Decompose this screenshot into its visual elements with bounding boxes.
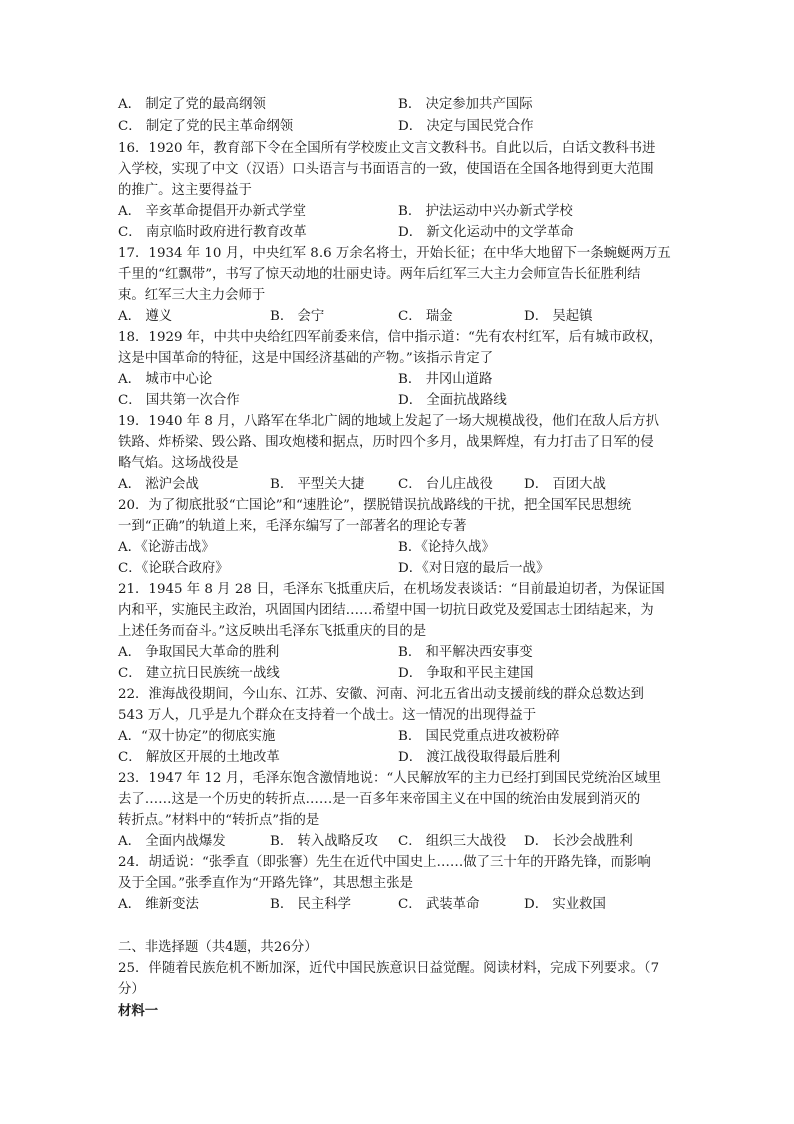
q23-option-c: C． 组织三大战役	[398, 834, 507, 849]
q23-stem-line-3: 转折点。”材料中的“转折点”指的是	[118, 813, 320, 828]
q20-option-c: C．《论联合政府》	[118, 561, 229, 576]
q25-stem-line-2: 分）	[118, 982, 145, 997]
q22-option-b: B． 国民党重点进攻被粉碎	[398, 729, 560, 744]
q19-stem-line-1: 19．1940 年 8 月，八路军在华北广阔的地域上发起了一场大规模战役，他们在敌人后方扒	[118, 414, 660, 429]
q18-stem-line-1: 18．1929 年，中共中央给红四军前委来信，信中指示道：“先有农村红军，后有城市政权，	[118, 330, 663, 345]
q17-option-b: B． 会宁	[270, 309, 325, 324]
q20-stem-line-1: 20．为了彻底批驳“亡国论”和“速胜论”，摆脱错误抗战路线的干扰，把全国军民思想统	[118, 498, 632, 513]
q19-option-c: C． 台儿庄战役	[398, 477, 493, 492]
section-2-heading: 二、非选择题（共4题，共26分）	[118, 940, 318, 955]
q22-option-c: C． 解放区开展的土地改革	[118, 750, 280, 765]
q21-option-a: A． 争取国民大革命的胜利	[118, 645, 280, 660]
q21-stem-line-1: 21．1945 年 8 月 28 日，毛泽东飞抵重庆后，在机场发表谈话：“目前最迫切者，为保证国	[118, 582, 665, 597]
q22-option-a: A．“双十协定”的彻底实施	[118, 729, 276, 744]
q24-option-a: A． 维新变法	[118, 897, 199, 912]
q24-stem-line-2: 及于全国。”张季直作为“开路先锋”，其思想主张是	[118, 876, 414, 891]
q17-stem-line-1: 17．1934 年 10 月，中央红军 8.6 万余名将士，开始长征；在中华大地留下一条蜿蜒两万五	[118, 246, 671, 261]
q16-option-c: C． 南京临时政府进行教育改革	[118, 225, 307, 240]
q18-stem-line-2: 这是中国革命的特征，这是中国经济基础的产物。”该指示肯定了	[118, 351, 494, 366]
q17-stem-line-3: 束。红军三大主力会师于	[118, 288, 266, 303]
q21-stem-line-2: 内和平，实施民主政治，巩固国内团结……希望中国一切抗日政党及爱国志士团结起来，为	[118, 603, 654, 618]
q19-option-a: A． 淞沪会战	[118, 477, 199, 492]
q22-stem-line-2: 543 万人，几乎是九个群众在支持着一个战士。这一情况的出现得益于	[118, 708, 537, 723]
q20-option-b: B．《论持久战》	[398, 540, 495, 555]
q16-option-b: B． 护法运动中兴办新式学校	[398, 204, 573, 219]
q17-stem-line-2: 千里的“红飘带”，书写了惊天动地的壮丽史诗。两年后红军三大主力会师宣告长征胜利结	[118, 267, 641, 282]
q18-option-a: A． 城市中心论	[118, 372, 213, 387]
q15-option-d: D． 决定与国民党合作	[398, 119, 534, 134]
q16-stem-line-2: 入学校，实现了中文（汉语）口头语言与书面语言的一致，使国语在全国各地得到更大范围	[118, 162, 654, 177]
q21-stem-line-3: 上述任务而奋斗。”这反映出毛泽东飞抵重庆的目的是	[118, 624, 427, 639]
q17-option-a: A． 遵义	[118, 309, 173, 324]
q22-stem-line-1: 22．淮海战役期间，今山东、江苏、安徽、河南、河北五省出动支援前线的群众总数达到	[118, 687, 644, 702]
q17-option-d: D． 吴起镇	[524, 309, 593, 324]
q23-option-d: D． 长沙会战胜利	[524, 834, 633, 849]
q15-option-c: C． 制定了党的民主革命纲领	[118, 119, 294, 134]
q25-stem-line-1: 25．伴随着民族危机不断加深，近代中国民族意识日益觉醒。阅读材料，完成下列要求。（7	[118, 961, 660, 976]
q19-stem-line-3: 略气焰。这场战役是	[118, 456, 239, 471]
q21-option-d: D． 争取和平民主建国	[398, 666, 534, 681]
q24-option-d: D． 实业救国	[524, 897, 606, 912]
q20-stem-line-2: 一到“正确”的轨道上来，毛泽东编写了一部著名的理论专著	[118, 519, 467, 534]
q16-option-d: D． 新文化运动中的文学革命	[398, 225, 574, 240]
q20-option-a: A．《论游击战》	[118, 540, 215, 555]
q23-stem-line-1: 23．1947 年 12 月，毛泽东饱含激情地说：“人民解放军的主力已经打到国民党统治区域里	[118, 771, 662, 786]
q15-option-a: A． 制定了党的最高纲领	[118, 97, 266, 112]
q23-stem-line-2: 去了……这是一个历史的转折点……是一百多年来帝国主义在中国的统治由发展到消灭的	[118, 792, 641, 807]
q19-stem-line-2: 铁路、炸桥梁、毁公路、围攻炮楼和据点，历时四个多月，战果辉煌，有力打击了日军的侵	[118, 435, 654, 450]
material-1-label: 材料一	[118, 1003, 159, 1019]
q21-option-b: B． 和平解决西安事变	[398, 645, 533, 660]
q18-option-b: B． 井冈山道路	[398, 372, 493, 387]
q23-option-b: B． 转入战略反攻	[270, 834, 378, 849]
q16-option-a: A． 辛亥革命提倡开办新式学堂	[118, 204, 307, 219]
q16-stem-line-1: 16．1920 年，教育部下令在全国所有学校废止文言文教科书。自此以后，白话文教科书进	[118, 141, 656, 156]
q16-stem-line-3: 的推广。这主要得益于	[118, 183, 252, 198]
q18-option-d: D． 全面抗战路线	[398, 393, 507, 408]
q17-option-c: C． 瑞金	[398, 309, 453, 324]
q22-option-d: D． 渡江战役取得最后胜利	[398, 750, 561, 765]
q23-option-a: A． 全面内战爆发	[118, 834, 226, 849]
q19-option-d: D． 百团大战	[524, 477, 606, 492]
q24-option-c: C． 武装革命	[398, 897, 480, 912]
q19-option-b: B． 平型关大捷	[270, 477, 365, 492]
q24-option-b: B． 民主科学	[270, 897, 352, 912]
q15-option-b: B． 决定参加共产国际	[398, 97, 533, 112]
q24-stem-line-1: 24．胡适说：“张季直（即张謇）先生在近代中国史上……做了三十年的开路先锋，而影响	[118, 855, 651, 870]
q21-option-c: C． 建立抗日民族统一战线	[118, 666, 280, 681]
q20-option-d: D．《对日寇的最后一战》	[398, 561, 550, 576]
q18-option-c: C． 国共第一次合作	[118, 393, 240, 408]
